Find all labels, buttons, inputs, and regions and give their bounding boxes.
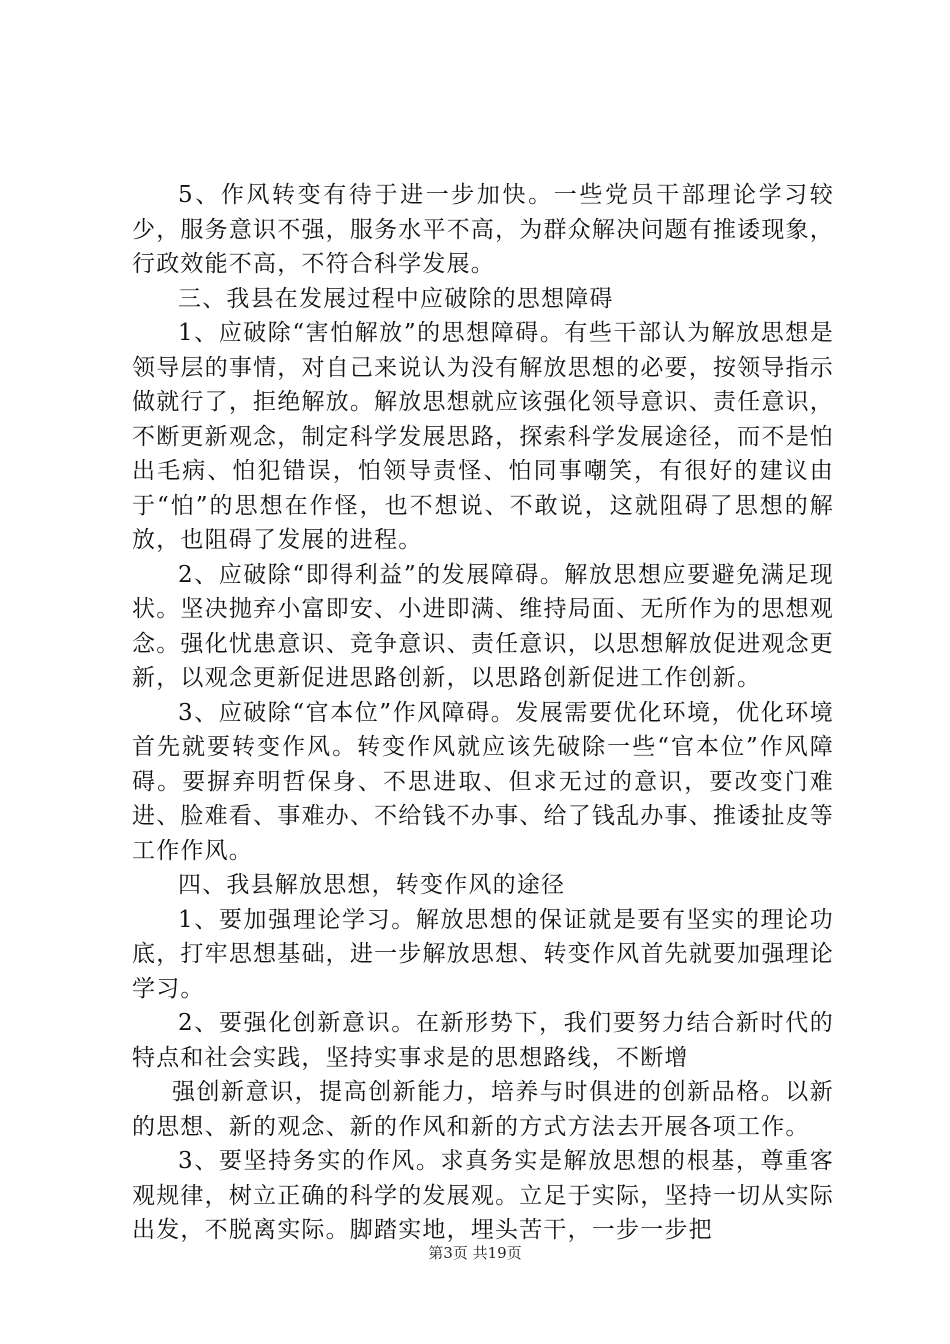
- section-heading-obstacles: 三、我县在发展过程中应破除的思想障碍: [178, 285, 614, 312]
- paragraph-work-style: 5、作风转变有待于进一步加快。一些党员干部理论学习较少，服务意识不强，服务水平不高，为群众解决问题有推诿现象，行政效能不高，不符合科学发展。: [132, 182, 834, 277]
- paragraph-innovation-awareness: 2、要强化创新意识。在新形势下，我们要努力结合新时代的特点和社会实践，坚持实事求是的思想路线，不断增: [132, 1010, 834, 1071]
- document-body: [132, 178, 834, 1248]
- paragraph-innovation-continuation: 强创新意识，提高创新能力，培养与时俱进的创新品格。以新的思想、新的观念、新的作风和新的方式方法去开展各项工作。: [132, 1079, 834, 1140]
- paragraph-theory-study: 1、要加强理论学习。解放思想的保证就是要有坚实的理论功底，打牢思想基础，进一步解放思想、转变作风首先就要加强理论学习。: [132, 906, 834, 1002]
- paragraph-official-rank: 3、应破除“官本位”作风障碍。发展需要优化环境，优化环境首先就要转变作风。转变作风就应该先破除一些“官本位”作风障碍。要摒弃明哲保身、不思进取、但求无过的意识，要改变门难进、脸难看、事难办、不给钱不办事、给了钱乱办事、推诿扯皮等工作作风。: [132, 699, 834, 864]
- paragraph-pragmatic-style: 3、要坚持务实的作风。求真务实是解放思想的根基，尊重客观规律，树立正确的科学的发展观。立足于实际，坚持一切从实际出发，不脱离实际。脚踏实地，埋头苦干，一步一步把: [132, 1148, 834, 1243]
- section-heading-approaches: 四、我县解放思想，转变作风的途径: [178, 872, 566, 898]
- paragraph-vested-interests: 2、应破除“即得利益”的发展障碍。解放思想应要避免满足现状。坚决抛弃小富即安、小进即满、维持局面、无所作为的思想观念。强化忧患意识、竞争意识、责任意识，以思想解放促进观念更新，以观念更新促进思路创新，以思路创新促进工作创新。: [132, 561, 834, 691]
- page-footer: 第3页 共19页: [428, 1244, 522, 1262]
- paragraph-fear-liberation: 1、应破除“害怕解放”的思想障碍。有些干部认为解放思想是领导层的事情，对自己来说认为没有解放思想的必要，按领导指示做就行了，拒绝解放。解放思想就应该强化领导意识、责任意识，不断更新观念，制定科学发展思路，探索科学发展途径，而不是怕出毛病、怕犯错误，怕领导责怪、怕同事嘲笑，有很好的建议由于“怕”的思想在作怪，也不想说、不敢说，这就阻碍了思想的解放，也阻碍了发展的进程。: [132, 320, 834, 553]
